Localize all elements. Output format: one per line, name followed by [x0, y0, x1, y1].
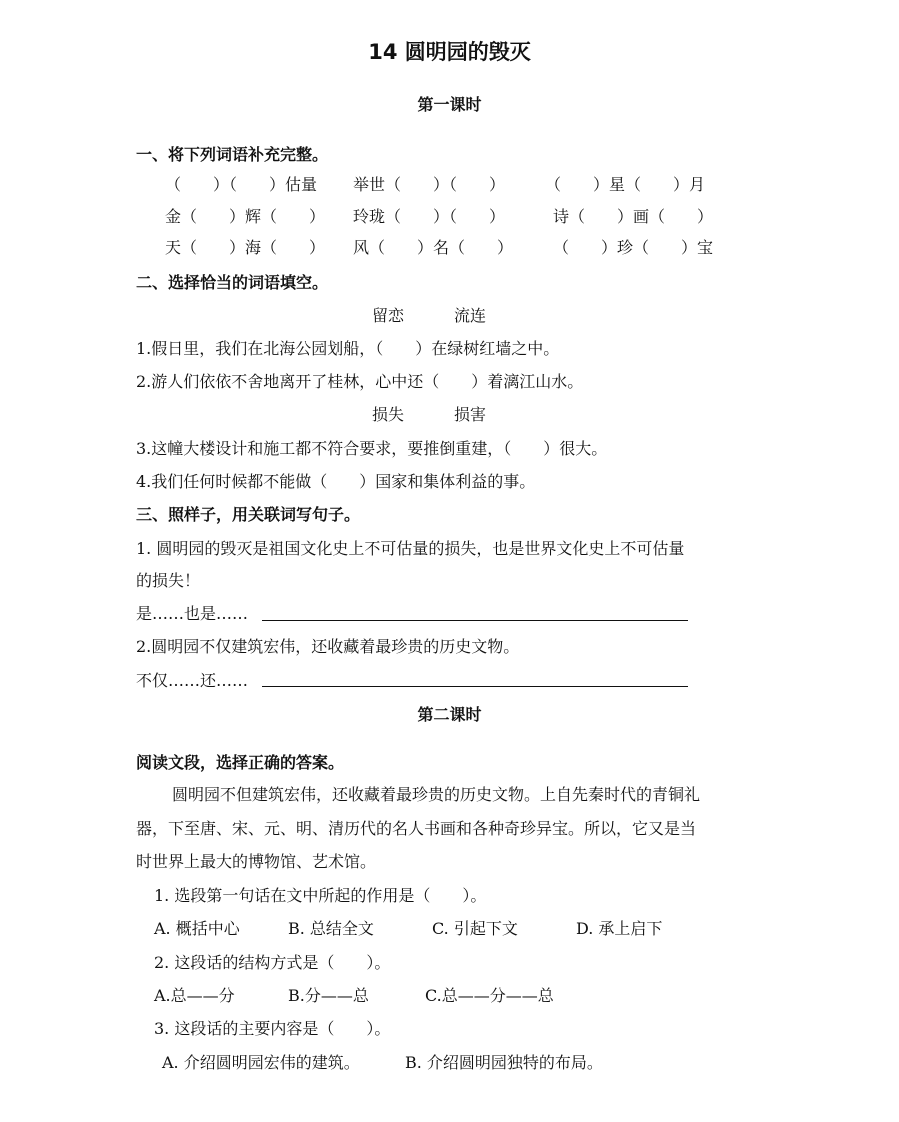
example-sentence-2: 2.圆明园不仅建筑宏伟，还收藏着最珍贵的历史文物。	[136, 637, 520, 656]
passage-line-3: 时世界上最大的博物馆、艺术馆。	[136, 852, 377, 871]
choice-option[interactable]: C. 引起下文	[432, 919, 518, 938]
fill-question-1: 1.假日里，我们在北海公园划船，（ ）在绿树红墙之中。	[136, 339, 560, 358]
passage-line-1: 圆明园不但建筑宏伟，还收藏着最珍贵的历史文物。上自先秦时代的青铜礼	[172, 785, 701, 804]
section-1-heading: 一、将下列词语补充完整。	[136, 145, 329, 164]
reading-question-2: 2. 这段话的结构方式是（ ）。	[154, 953, 391, 972]
conjunction-prompt-2: 不仅……还……	[136, 671, 249, 690]
choice-option[interactable]: B. 介绍圆明园独特的布局。	[405, 1053, 603, 1072]
fill-question-2: 2.游人们依依不舍地离开了桂林，心中还（ ）着漓江山水。	[136, 372, 584, 391]
choice-option[interactable]: B. 总结全文	[288, 919, 374, 938]
answer-line-2[interactable]	[262, 686, 688, 687]
word-cell: 天（ ）海（ ）	[165, 238, 326, 257]
example-sentence-1-line-1: 1. 圆明园的毁灭是祖国文化史上不可估量的损失，也是世界文化史上不可估量	[136, 539, 685, 558]
answer-line-1[interactable]	[262, 620, 688, 621]
lesson-2-heading: 第二课时	[417, 705, 482, 724]
word-option: 流连	[454, 306, 487, 325]
passage-line-2: 器，下至唐、宋、元、明、清历代的名人书画和各种奇珍异宝。所以，它又是当	[136, 819, 697, 838]
word-option: 损失	[372, 405, 405, 424]
word-cell: 玲珑（ ）（ ）	[353, 207, 506, 226]
fill-question-3: 3.这幢大楼设计和施工都不符合要求，要推倒重建，（ ）很大。	[136, 439, 608, 458]
example-sentence-1-line-2: 的损失！	[136, 571, 201, 590]
choice-option[interactable]: C.总——分——总	[425, 986, 554, 1005]
choice-option[interactable]: D. 承上启下	[576, 919, 663, 938]
word-cell: （ ）星（ ）月	[545, 175, 706, 194]
fill-question-4: 4.我们任何时候都不能做（ ）国家和集体利益的事。	[136, 472, 536, 491]
reading-question-1: 1. 选段第一句话在文中所起的作用是（ ）。	[154, 886, 487, 905]
lesson-1-heading: 第一课时	[417, 95, 482, 114]
word-option: 损害	[454, 405, 487, 424]
word-cell: （ ）（ ）估量	[165, 175, 318, 194]
choice-option[interactable]: B.分——总	[288, 986, 369, 1005]
reading-heading: 阅读文段，选择正确的答案。	[136, 753, 345, 772]
word-cell: 诗（ ）画（ ）	[553, 207, 714, 226]
choice-option[interactable]: A.总——分	[154, 986, 235, 1005]
section-2-heading: 二、选择恰当的词语填空。	[136, 273, 329, 292]
page-title: 14 圆明园的毁灭	[368, 40, 531, 64]
conjunction-prompt-1: 是……也是……	[136, 604, 249, 623]
word-cell: 风（ ）名（ ）	[353, 238, 514, 257]
choice-option[interactable]: A. 概括中心	[154, 919, 240, 938]
word-cell: （ ）珍（ ）宝	[553, 238, 714, 257]
reading-question-3: 3. 这段话的主要内容是（ ）。	[154, 1019, 391, 1038]
word-cell: 金（ ）辉（ ）	[165, 207, 326, 226]
section-3-heading: 三、照样子，用关联词写句子。	[136, 505, 361, 524]
word-cell: 举世（ ）（ ）	[353, 175, 506, 194]
choice-option[interactable]: A. 介绍圆明园宏伟的建筑。	[162, 1053, 360, 1072]
word-option: 留恋	[372, 306, 405, 325]
